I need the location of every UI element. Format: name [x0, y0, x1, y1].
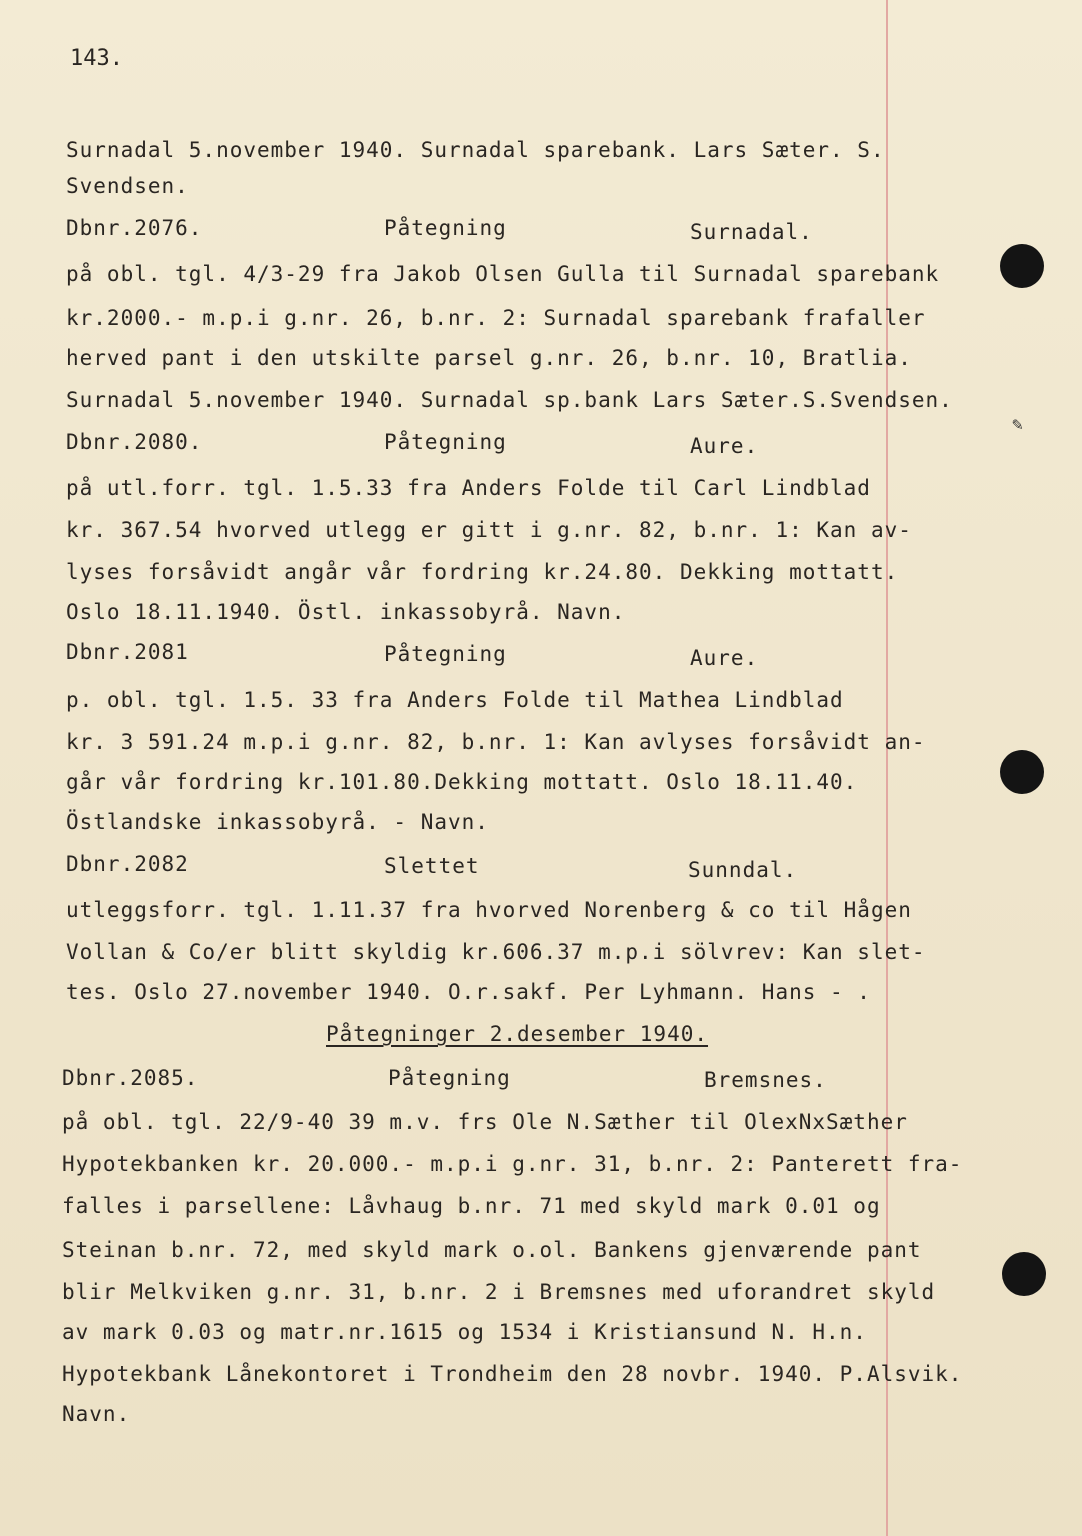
text-line: Östlandske inkassobyrå. - Navn.	[66, 810, 489, 834]
entry-place: Surnadal.	[690, 220, 813, 244]
text-line: kr. 3 591.24 m.p.i g.nr. 82, b.nr. 1: Kan avlyses forsåvidt an-	[66, 730, 926, 754]
entry-number: Dbnr.2080.	[66, 430, 203, 454]
text-line: går vår fordring kr.101.80.Dekking mottatt. Oslo 18.11.40.	[66, 770, 858, 794]
entry-type: Påtegning	[384, 216, 507, 240]
text-line: Surnadal 5.november 1940. Surnadal sparebank. Lars Sæter. S.	[66, 138, 885, 162]
punch-hole	[1000, 244, 1044, 288]
text-line: Oslo 18.11.1940. Östl. inkassobyrå. Navn.	[66, 600, 626, 624]
entry-type: Påtegning	[384, 430, 507, 454]
text-line: Hypotekbank Lånekontoret i Trondheim den 28 novbr. 1940. P.Alsvik.	[62, 1362, 963, 1386]
text-line: tes. Oslo 27.november 1940. O.r.sakf. Per Lyhmann. Hans - .	[66, 980, 871, 1004]
text-line: Hypotekbanken kr. 20.000.- m.p.i g.nr. 31, b.nr. 2: Panterett fra-	[62, 1152, 963, 1176]
entry-number: Dbnr.2076.	[66, 216, 203, 240]
punch-hole	[1000, 750, 1044, 794]
text-line: kr. 367.54 hvorved utlegg er gitt i g.nr. 82, b.nr. 1: Kan av-	[66, 518, 912, 542]
section-heading: Påtegninger 2.desember 1940.	[326, 1022, 709, 1046]
text-line: av mark 0.03 og matr.nr.1615 og 1534 i Kristiansund N. H.n.	[62, 1320, 867, 1344]
text-line: Surnadal 5.november 1940. Surnadal sp.bank Lars Sæter.S.Svendsen.	[66, 388, 953, 412]
entry-number: Dbnr.2082	[66, 852, 189, 876]
entry-number: Dbnr.2085.	[62, 1066, 199, 1090]
text-line: Svendsen.	[66, 174, 189, 198]
text-line: på obl. tgl. 4/3-29 fra Jakob Olsen Gulla til Surnadal sparebank	[66, 262, 940, 286]
text-line: kr.2000.- m.p.i g.nr. 26, b.nr. 2: Surnadal sparebank frafaller	[66, 306, 926, 330]
page-number: 143.	[70, 46, 123, 71]
text-line: p. obl. tgl. 1.5. 33 fra Anders Folde til Mathea Lindblad	[66, 688, 844, 712]
text-line: blir Melkviken g.nr. 31, b.nr. 2 i Bremsnes med uforandret skyld	[62, 1280, 936, 1304]
pencil-mark: ✎	[1012, 414, 1023, 435]
punch-hole	[1002, 1252, 1046, 1296]
text-line: lyses forsåvidt angår vår fordring kr.24.80. Dekking mottatt.	[66, 560, 899, 584]
entry-place: Bremsnes.	[704, 1068, 827, 1092]
text-line: på utl.forr. tgl. 1.5.33 fra Anders Folde til Carl Lindblad	[66, 476, 871, 500]
text-line: herved pant i den utskilte parsel g.nr. 26, b.nr. 10, Bratlia.	[66, 346, 912, 370]
entry-place: Aure.	[690, 646, 759, 670]
text-line: Steinan b.nr. 72, med skyld mark o.ol. Bankens gjenværende pant	[62, 1238, 922, 1262]
text-line: Navn.	[62, 1402, 131, 1426]
text-line: på obl. tgl. 22/9-40 39 m.v. frs Ole N.Sæther til OlexNxSæther	[62, 1110, 908, 1134]
text-line: utleggsforr. tgl. 1.11.37 fra hvorved Norenberg & co til Hågen	[66, 898, 912, 922]
entry-number: Dbnr.2081	[66, 640, 189, 664]
entry-place: Aure.	[690, 434, 759, 458]
entry-type: Påtegning	[384, 642, 507, 666]
entry-type: Påtegning	[388, 1066, 511, 1090]
entry-place: Sunndal.	[688, 858, 798, 882]
entry-type: Slettet	[384, 854, 480, 878]
text-line: falles i parsellene: Låvhaug b.nr. 71 med skyld mark 0.01 og	[62, 1194, 881, 1218]
text-line: Vollan & Co/er blitt skyldig kr.606.37 m.p.i sölvrev: Kan slet-	[66, 940, 926, 964]
